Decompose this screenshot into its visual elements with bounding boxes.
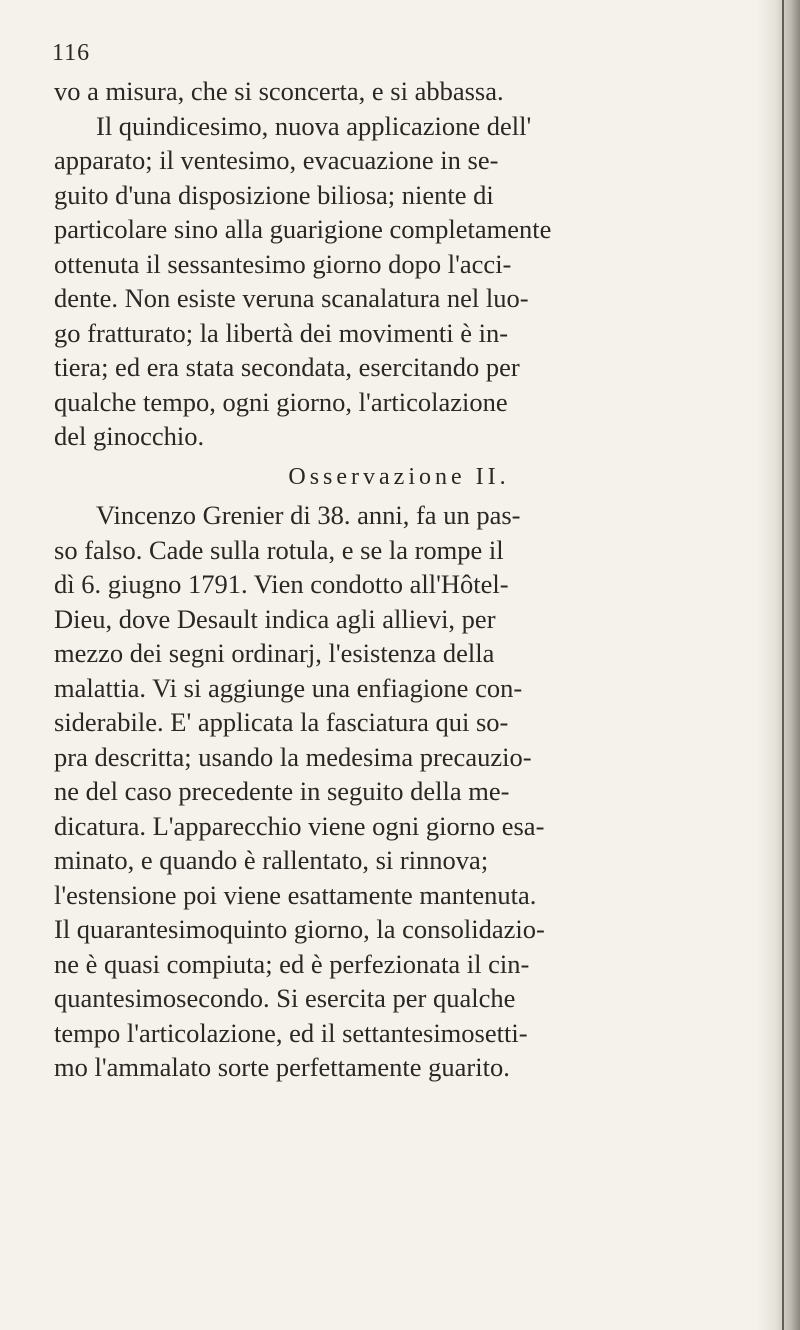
text-line: go fratturato; la libertà dei movimenti è in- (54, 317, 509, 348)
text-line: dicatura. L'apparecchio viene ogni giorno esa- (54, 810, 545, 841)
text-line: mo l'ammalato sorte perfettamente guarito. (54, 1052, 510, 1082)
text-line: Il quindicesimo, nuova applicazione dell' (96, 110, 532, 141)
text-line: particolare sino alla guarigione completamente (54, 214, 552, 244)
section-heading: Osservazione II. (288, 463, 510, 490)
text-line: Il quarantesimoquinto giorno, la consolidazio- (54, 914, 545, 944)
text-line: qualche tempo, ogni giorno, l'articolazione (54, 386, 508, 417)
text-line: tempo l'articolazione, ed il settantesimosetti- (54, 1017, 528, 1048)
text-line: vo a misura, che si sconcerta, e si abbassa. (54, 76, 504, 106)
text-line: mezzo dei segni ordinarj, l'esistenza della (54, 638, 495, 668)
page-edge-shadow (756, 0, 800, 1330)
text-line: dente. Non esiste veruna scanalatura nel luo- (54, 283, 529, 313)
text-line: minato, e quando è rallentato, si rinnova; (54, 845, 489, 875)
text-line: guito d'una disposizione biliosa; niente di (54, 179, 494, 210)
text-line: Dieu, dove Desault indica agli allievi, per (54, 603, 496, 634)
text-line: tiera; ed era stata secondata, esercitando per (54, 352, 520, 382)
page-binding-edge (782, 0, 784, 1330)
text-line: malattia. Vi si aggiunge una enfiagione con- (54, 672, 523, 703)
text-line: l'estensione poi viene esattamente mantenuta. (54, 879, 537, 910)
page-number: 116 (52, 40, 91, 66)
text-line: apparato; il ventesimo, evacuazione in se- (54, 145, 499, 175)
text-line: siderabile. E' applicata la fasciatura qui so- (54, 707, 509, 737)
text-line: quantesimosecondo. Si esercita per qualche (54, 983, 516, 1013)
text-line: ottenuta il sessantesimo giorno dopo l'acci- (54, 248, 512, 279)
body-text (54, 74, 744, 1085)
text-line: ne è quasi compiuta; ed è perfezionata il cin- (54, 948, 530, 979)
text-line: Vincenzo Grenier di 38. anni, fa un pas- (96, 500, 521, 530)
text-line: dì 6. giugno 1791. Vien condotto all'Hôtel- (54, 569, 509, 599)
text-line: ne del caso precedente in seguito della me- (54, 776, 510, 806)
text-line: del ginocchio. (54, 421, 205, 451)
text-line: so falso. Cade sulla rotula, e se la rompe il (54, 534, 504, 565)
text-line: pra descritta; usando la medesima precauzio- (54, 741, 532, 772)
